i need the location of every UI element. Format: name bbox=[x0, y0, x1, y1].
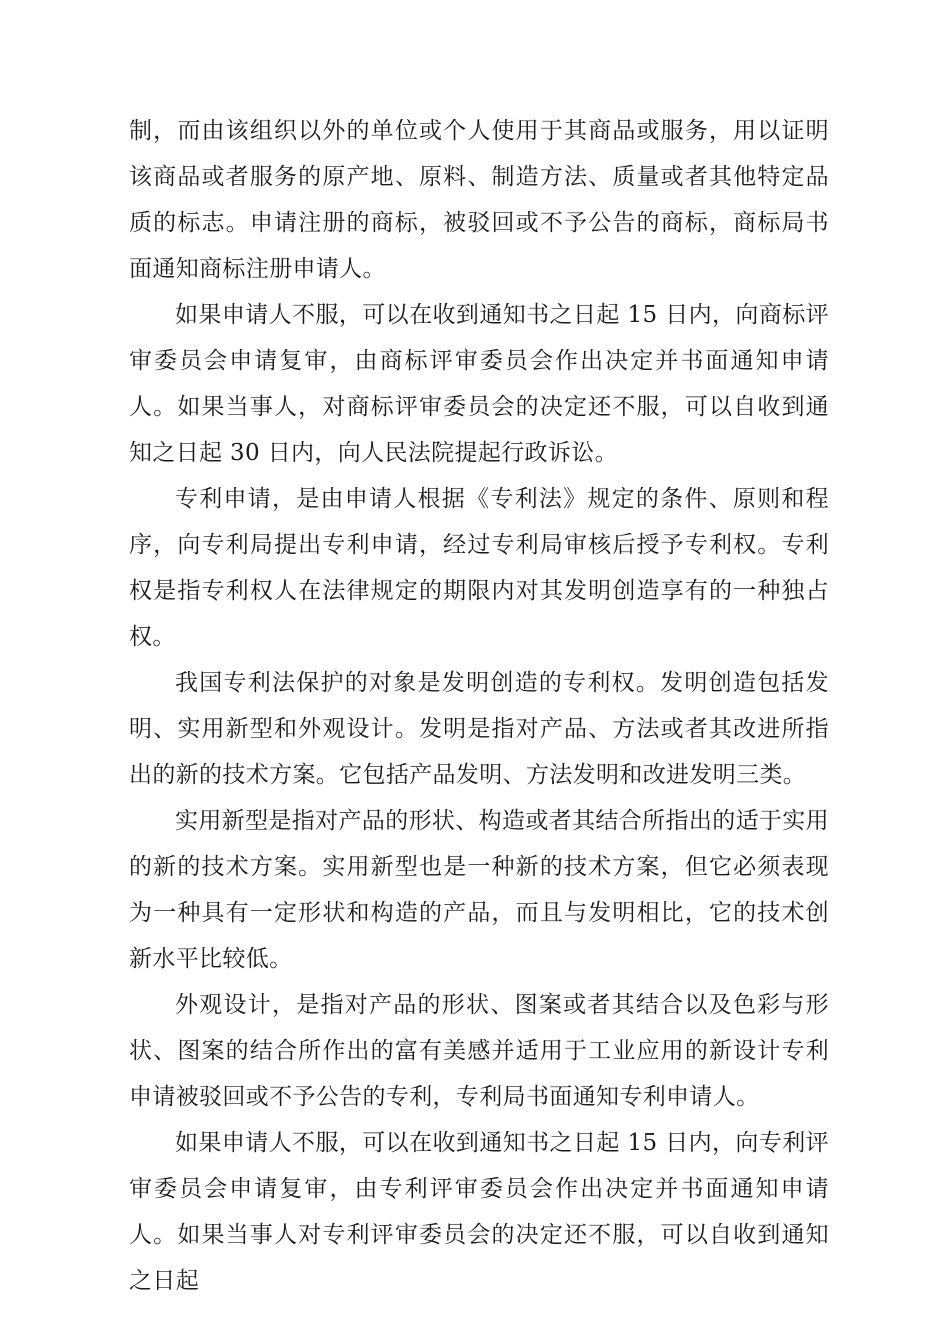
paragraph-patent-review: 如果申请人不服，可以在收到通知书之日起 15 日内，向专利评审委员会申请复审，由专利评审委员会作出决定并书面通知申请人。如果当事人对专利评审委员会的决定还不服，可以自收到通知之日起 bbox=[129, 1130, 829, 1294]
paragraph-trademark-definition: 制，而由该组织以外的单位或个人使用于其商品或服务，用以证明该商品或者服务的原产地、原料、制造方法、质量或者其他特定品质的标志。申请注册的商标，被驳回或不予公告的商标，商标局书面通知商标注册申请人。 bbox=[129, 118, 829, 282]
document-body bbox=[129, 108, 829, 1304]
paragraph-patent-objects: 我国专利法保护的对象是发明创造的专利权。发明创造包括发明、实用新型和外观设计。发明是指对产品、方法或者其改进所指出的新的技术方案。它包括产品发明、方法发明和改进发明三类。 bbox=[129, 670, 829, 788]
paragraph-patent-application: 专利申请，是由申请人根据《专利法》规定的条件、原则和程序，向专利局提出专利申请，经过专利局审核后授予专利权。专利权是指专利权人在法律规定的期限内对其发明创造享有的一种独占权。 bbox=[129, 486, 829, 650]
paragraph-utility-model: 实用新型是指对产品的形状、构造或者其结合所指出的适于实用的新的技术方案。实用新型也是一种新的技术方案，但它必须表现为一种具有一定形状和构造的产品，而且与发明相比，它的技术创新水平比较低。 bbox=[129, 808, 829, 972]
paragraph-design: 外观设计，是指对产品的形状、图案或者其结合以及色彩与形状、图案的结合所作出的富有美感并适用于工业应用的新设计专利申请被驳回或不予公告的专利，专利局书面通知专利申请人。 bbox=[129, 992, 829, 1110]
paragraph-trademark-review: 如果申请人不服，可以在收到通知书之日起 15 日内，向商标评审委员会申请复审，由商标评审委员会作出决定并书面通知申请人。如果当事人，对商标评审委员会的决定还不服，可以自收到通知之日起 30 日内，向人民法院提起行政诉讼。 bbox=[129, 302, 829, 466]
